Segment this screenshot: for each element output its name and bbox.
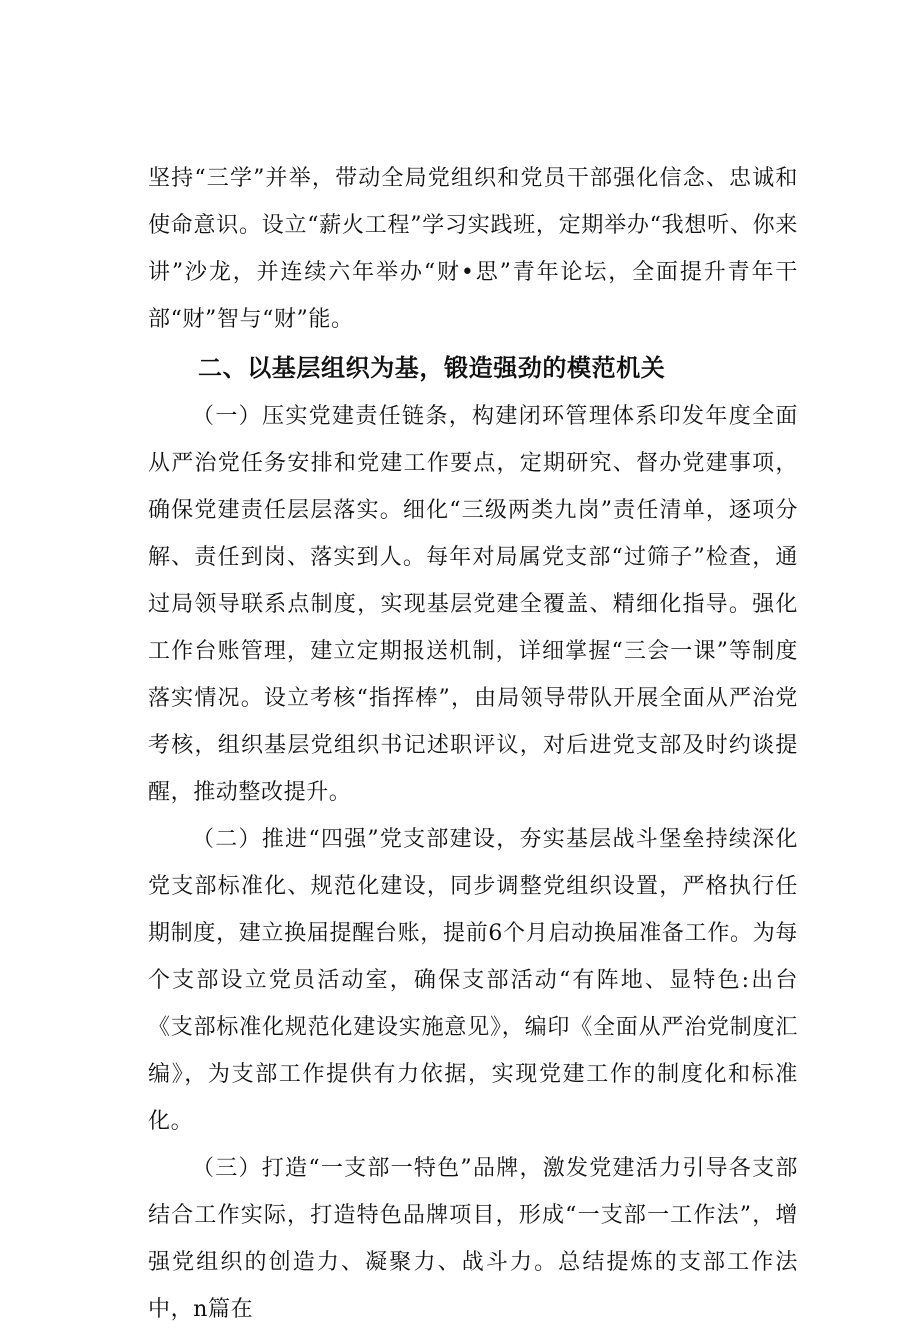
paragraph-subsection-1: （一）压实党建责任链条，构建闭环管理体系印发年度全面从严治党任务安排和党建工作要点，定期研究、督办党建事项，确保党建责任层层落实。细化“三级两类九岗”责任清单，逐项分解、责任到岗、落实到人。每年对局属党支部“过筛子”检查，通过局领导联系点制度，实现基层党建全覆盖、精细化指导。强化工作台账管理，建立定期报送机制，详细掌握“三会一课”等制度落实情况。设立考核“指挥棒”，由局领导带队开展全面从严治党考核，组织基层党组织书记述职评议，对后进党支部及时约谈提醒，推动整改提升。 xyxy=(148,404,798,805)
section-heading: 二、以基层组织为基，锻造强劲的模范机关 xyxy=(198,354,666,382)
document-body xyxy=(148,155,798,1333)
paragraph-subsection-3: （三）打造“一支部一特色”品牌，激发党建活力引导各支部结合工作实际，打造特色品牌项目，形成“一支部一工作法”，增强党组织的创造力、凝聚力、战斗力。总结提炼的支部工作法中，n篇在 xyxy=(148,1156,798,1322)
paragraph-continuation: 坚持“三学”并举，带动全局党组织和党员干部强化信念、忠诚和使命意识。设立“薪火工程”学习实践班，定期举办“我想听、你来讲”沙龙，并连续六年举办“财•思”青年论坛，全面提升青年干部“财”智与“财”能。 xyxy=(148,166,798,332)
paragraph-subsection-2: （二）推进“四强”党支部建设，夯实基层战斗堡垒持续深化党支部标准化、规范化建设，同步调整党组织设置，严格执行任期制度，建立换届提醒台账，提前6个月启动换届准备工作。为每个支部设立党员活动室，确保支部活动“有阵地、显特色:出台《支部标准化规范化建设实施意见》，编印《全面从严治党制度汇编》，为支部工作提供有力依据，实现党建工作的制度化和标准化。 xyxy=(148,827,798,1134)
